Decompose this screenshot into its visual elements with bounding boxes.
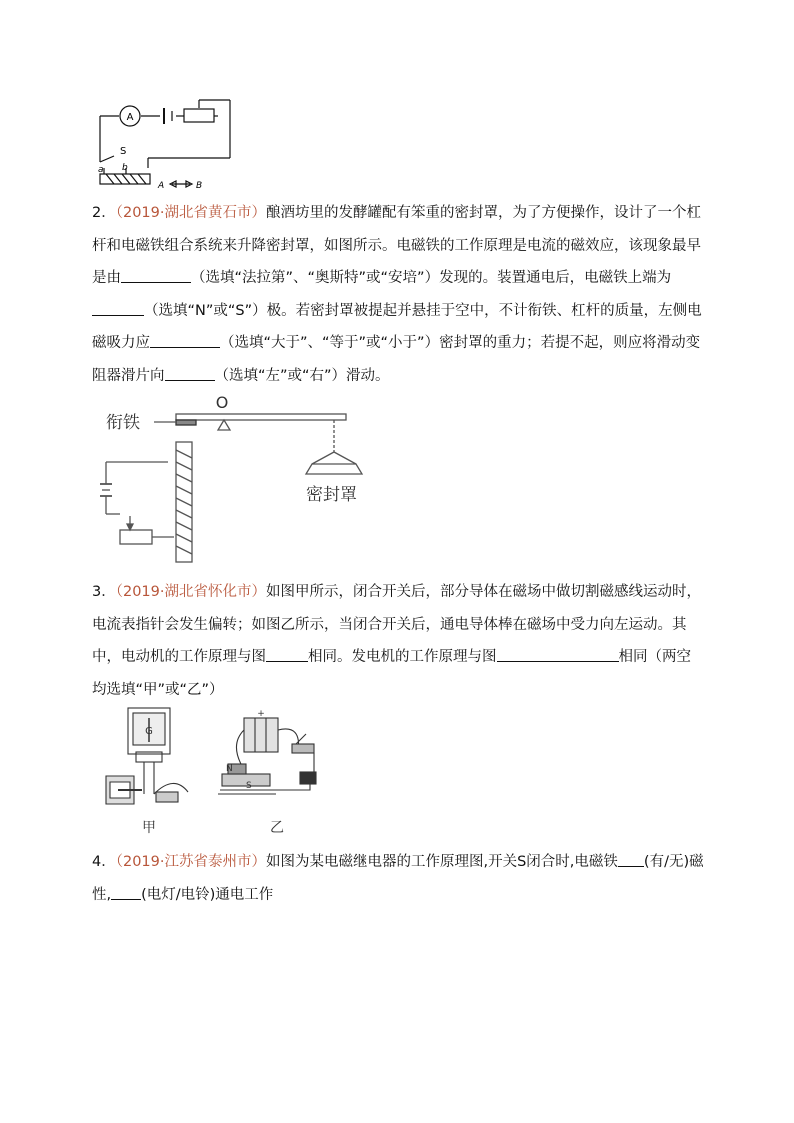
question-source: （2019·江苏省泰州市） bbox=[115, 854, 266, 870]
question-4 bbox=[92, 846, 704, 911]
answer-blank[interactable] bbox=[111, 885, 141, 900]
question-source: （2019·湖北省怀化市） bbox=[115, 584, 266, 600]
answer-blank[interactable] bbox=[121, 268, 191, 283]
question-text: 酿酒坊里的发酵罐配有笨重的密封罩，为了方便操作，设计了一个杠杆和电磁铁组合系统来升降密封罩，如图所示。电磁铁的工作原理是电流的磁效应，该现象最早是由 bbox=[92, 205, 701, 286]
answer-blank[interactable] bbox=[165, 366, 215, 381]
magnet-n-label: N bbox=[226, 764, 233, 774]
point-a-label: A bbox=[158, 181, 165, 191]
figure-jia-label: 甲 bbox=[142, 820, 156, 834]
cover-label: 密封罩 bbox=[306, 485, 357, 505]
question-text: （选填“左”或“右”）滑动。 bbox=[214, 367, 390, 384]
terminal-a-label: a bbox=[98, 165, 104, 175]
question-text: （选填“法拉第”、“奥斯特”或“安培”）发现的。装置通电后，电磁铁上端为 bbox=[191, 270, 672, 286]
answer-blank[interactable] bbox=[266, 647, 308, 662]
experiment-figure-jia bbox=[98, 704, 198, 834]
question-text: (电灯/电铃)通电工作 bbox=[141, 886, 274, 903]
pivot-label: O bbox=[215, 393, 229, 412]
cell-sign: + bbox=[257, 709, 265, 719]
switch-label: S bbox=[120, 146, 127, 157]
answer-blank[interactable] bbox=[150, 333, 220, 348]
ammeter-label: A bbox=[126, 112, 134, 123]
question-text: （选填“N”或“S”）极。若密封罩被提起并悬挂于空中，不计衔铁、杠杆的质量，左侧电磁吸力应 bbox=[92, 302, 702, 351]
question-source: （2019·湖北省黄石市） bbox=[115, 205, 266, 221]
question-text: 相同。发电机的工作原理与图 bbox=[308, 649, 497, 665]
lever-electromagnet-figure bbox=[96, 392, 366, 564]
circuit-figure-1 bbox=[92, 96, 252, 192]
question-text: (有/无)磁性, bbox=[92, 854, 704, 903]
question-text: （选填“大于”、“等于”或“小于”）密封罩的重力；若提不起，则应将滑动变阻器滑片向 bbox=[92, 335, 701, 384]
question-text: 如图甲所示，闭合开关后，部分导体在磁场中做切割磁感线运动时，电流表指针会发生偏转；如图乙所示，当闭合开关后，通电导体棒在磁场中受力向左运动。其中，电动机的工作原理与图 bbox=[92, 584, 701, 665]
magnet-s-label: S bbox=[246, 781, 252, 791]
answer-blank[interactable] bbox=[618, 852, 644, 867]
experiment-figure-yi bbox=[214, 704, 334, 834]
figure-yi-label: 乙 bbox=[270, 820, 284, 834]
question-2 bbox=[92, 197, 704, 392]
question-number: 4． bbox=[92, 854, 116, 870]
question-text: 相同（两空均选填“甲”或“乙”） bbox=[92, 649, 691, 698]
question-text: 如图为某电磁继电器的工作原理图,开关S闭合时,电磁铁 bbox=[266, 854, 618, 870]
answer-blank[interactable] bbox=[92, 301, 144, 316]
point-b-label: B bbox=[196, 181, 203, 191]
armature-label: 衔铁 bbox=[106, 413, 140, 433]
question-number: 2． bbox=[92, 205, 116, 221]
question-number: 3． bbox=[92, 584, 116, 600]
meter-label: G bbox=[145, 726, 153, 737]
terminal-b-label: b bbox=[122, 163, 128, 173]
answer-blank[interactable] bbox=[497, 647, 619, 662]
question-3 bbox=[92, 576, 704, 706]
